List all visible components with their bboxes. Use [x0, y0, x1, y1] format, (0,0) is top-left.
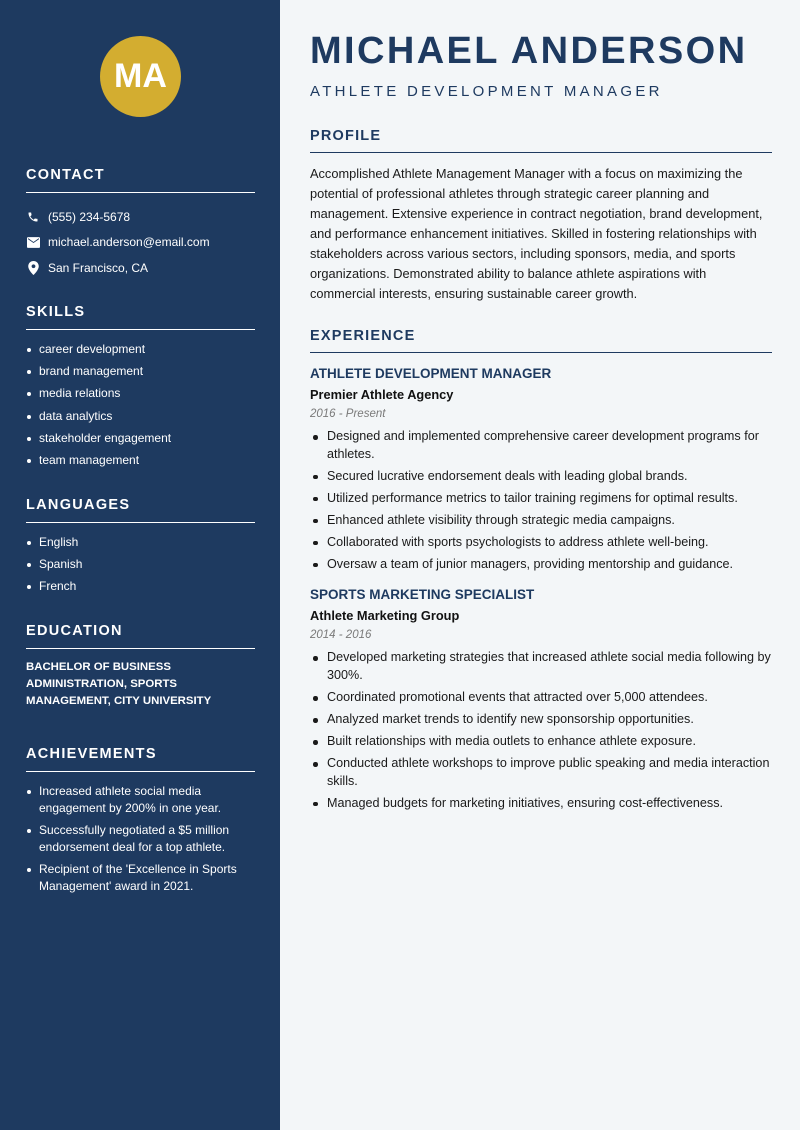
job-bullet: Developed marketing strategies that increased athlete social media following by 300%. — [310, 649, 772, 684]
job-bullet: Designed and implemented comprehensive career development programs for athletes. — [310, 428, 772, 463]
job-bullet: Analyzed market trends to identify new sponsorship opportunities. — [310, 711, 772, 729]
contact-email — [26, 230, 255, 256]
education-section — [26, 623, 255, 710]
achievement-item: Recipient of the 'Excellence in Sports Management' award in 2021. — [26, 861, 255, 895]
skill-item: stakeholder engagement — [26, 430, 255, 447]
avatar — [100, 36, 181, 117]
achievements-section — [26, 746, 255, 900]
job-bullet: Collaborated with sports psychologists to address athlete well-being. — [310, 534, 772, 552]
language-item: English — [26, 534, 255, 551]
education-title: EDUCATION — [26, 623, 255, 649]
job-title: ATHLETE DEVELOPMENT MANAGER — [310, 366, 552, 381]
avatar-initials: MA — [114, 57, 167, 95]
job-entry — [310, 366, 772, 573]
education-degree: BACHELOR OF BUSINESS ADMINISTRATION, SPORTS MANAGEMENT, CITY UNIVERSITY — [26, 661, 212, 707]
job-company: Athlete Marketing Group — [310, 608, 460, 624]
candidate-role: ATHLETE DEVELOPMENT MANAGER — [310, 83, 663, 100]
contact-location-text: San Francisco, CA — [48, 260, 149, 275]
contact-phone — [26, 204, 255, 230]
sidebar — [0, 0, 280, 1130]
job-bullet: Oversaw a team of junior managers, providing mentorship and guidance. — [310, 556, 772, 574]
job-company: Premier Athlete Agency — [310, 387, 454, 402]
profile-text: Accomplished Athlete Management Manager with a focus on maximizing the potential of professional athletes through strategic career planning and management. Extensive experience in contract negotiation, brand development, and performance enhancement initiatives. Skilled in fostering relationships with stakeholders across various sectors, including sponsors, media, and sports organizations. Demonstrated ability to balance athlete aspirations with commercial interests, ensuring sustainable career growth. — [310, 166, 763, 301]
experience-section — [310, 328, 772, 817]
phone-icon — [26, 210, 40, 224]
skill-item: media relations — [26, 385, 255, 402]
contact-email-text: michael.anderson@email.com — [48, 235, 210, 250]
achievement-item: Increased athlete social media engagement by 200% in one year. — [26, 783, 255, 817]
job-bullet: Coordinated promotional events that attracted over 5,000 attendees. — [310, 689, 772, 707]
skills-title: SKILLS — [26, 304, 255, 330]
job-bullet: Managed budgets for marketing initiatives, ensuring cost-effectiveness. — [310, 795, 772, 813]
job-bullet: Utilized performance metrics to tailor training regimens for optimal results. — [310, 490, 772, 508]
achievements-title: ACHIEVEMENTS — [26, 746, 255, 772]
contact-section — [26, 167, 255, 281]
language-item: French — [26, 578, 255, 595]
skill-item: data analytics — [26, 408, 255, 425]
location-pin-icon — [26, 261, 40, 275]
language-item: Spanish — [26, 556, 255, 573]
contact-location — [26, 255, 255, 281]
job-bullet: Secured lucrative endorsement deals with leading global brands. — [310, 468, 772, 486]
job-bullet: Built relationships with media outlets to enhance athlete exposure. — [310, 733, 772, 751]
skill-item: career development — [26, 341, 255, 358]
skill-item: brand management — [26, 363, 255, 380]
experience-title: EXPERIENCE — [310, 328, 772, 353]
profile-section — [310, 128, 772, 304]
contact-phone-text: (555) 234-5678 — [48, 209, 131, 224]
contact-title: CONTACT — [26, 167, 255, 193]
languages-title: LANGUAGES — [26, 497, 255, 523]
achievement-item: Successfully negotiated a $5 million endorsement deal for a top athlete. — [26, 822, 255, 856]
candidate-name: MICHAEL ANDERSON — [310, 30, 748, 72]
job-bullet: Enhanced athlete visibility through strategic media campaigns. — [310, 512, 772, 530]
job-bullet: Conducted athlete workshops to improve public speaking and media interaction skills. — [310, 755, 772, 790]
job-dates: 2014 - 2016 — [310, 629, 372, 642]
languages-section — [26, 497, 255, 601]
skill-item: team management — [26, 452, 255, 469]
job-title: SPORTS MARKETING SPECIALIST — [310, 587, 535, 603]
job-dates: 2016 - Present — [310, 408, 386, 420]
profile-title: PROFILE — [310, 128, 772, 153]
email-icon — [26, 235, 40, 249]
skills-section — [26, 304, 255, 474]
job-entry — [310, 587, 772, 812]
